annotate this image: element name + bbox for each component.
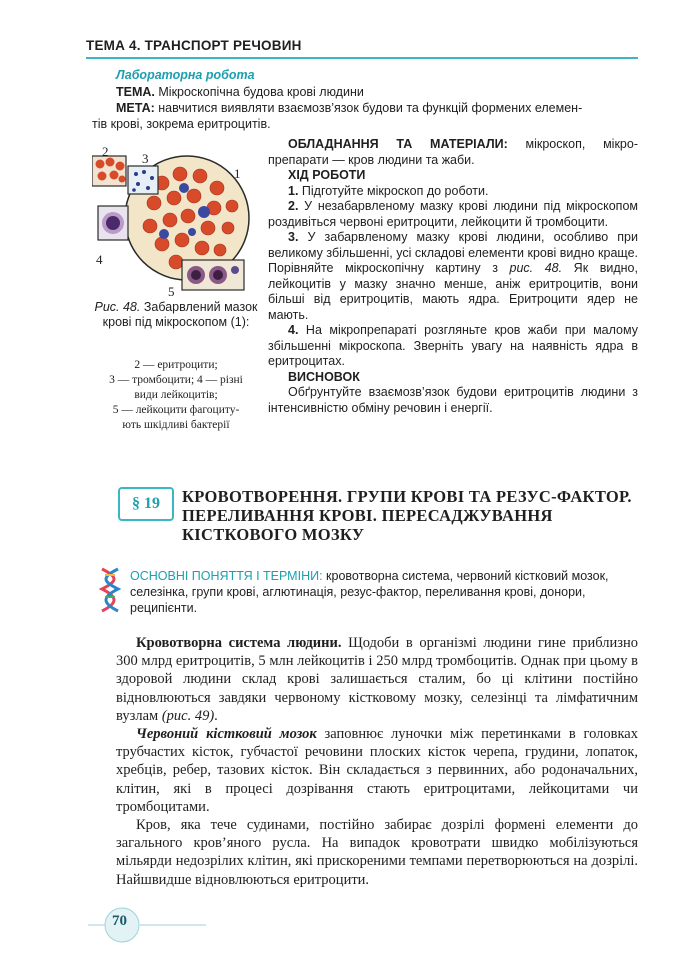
header-rule [86, 57, 638, 59]
body-text [116, 634, 638, 889]
figure-legend-line: 5 — лейкоцити фагоциту- [112, 404, 240, 416]
key-terms-text: кровотворна система, червоний кістковий мозок, селезінка, групи крові, аглютинація, резус-фактор, переливання крові, донори, реципієнти. [130, 569, 609, 615]
body-paragraph-3: Кров, яка тече судинами, постійно забирає дозрілі формені елементи до загального кров’яного русла. На випадок кровотрати швидко мобілізуються мільярди недозрілих клітин, які прискореними темпами перетворюються на дозрілі. Найшвидше відновлюються еритроцити. [116, 817, 638, 888]
section-title-line: КРОВОТВОРЕННЯ. ГРУПИ КРОВІ ТА РЕЗУС-ФАКТОР. [182, 487, 632, 506]
key-terms [130, 568, 640, 616]
step-text: Як видно, лейкоцитів у мазку значно менше, аніж еритроцитів, вони більші від еритроцитів, мають ядра. Еритроцити ядер не мають. [268, 261, 638, 322]
lab-topic [116, 84, 364, 100]
step-text: У незабарвленому мазку крові людини під мікроскопом роздивіться червоні еритроцити, лейкоцити й тромбоцити. [268, 199, 638, 229]
section-title [182, 487, 642, 544]
paragraph-text: Щодоби в організмі людини гине приблизно 300 млрд еритроцитів, 5 млн лейкоцитів і 250 млрд тромбоцитів. Однак при цьому в здоровой людини склад крові залишається сталим, бо ці клітини постійно відновлюються завдяки червоному кістковому мозку, селезінці та лімфатичним вузлам [116, 635, 638, 724]
step-number: 3. [288, 230, 299, 244]
figure-legend-line: види лейкоцитів; [134, 389, 218, 401]
equipment-text: мікроскоп, мікро-препарати — кров людини та жаби. [268, 137, 638, 167]
paragraph-lead: Кровотворна система людини. [136, 635, 342, 651]
key-terms-label: ОСНОВНІ ПОНЯТТЯ І ТЕРМІНИ: [130, 569, 323, 583]
step-text: Підготуйте мікроскоп до роботи. [301, 183, 489, 198]
figure-legend-line: ють шкідливі бактерії [122, 419, 230, 431]
figure-label-5: 5 [168, 284, 175, 299]
lab-goal-text-2: тів крові, зокрема еритроцитів. [92, 117, 271, 131]
conclusion-label: ВИСНОВОК [288, 369, 360, 384]
figure-label-2: 2 [102, 144, 109, 159]
step-number: 1. [288, 183, 299, 198]
figure-legend-line: 2 — еритроцити; [134, 359, 218, 371]
paragraph-end: . [214, 707, 218, 724]
figure-reference: (рис. 49) [161, 707, 215, 724]
figure-label-3: 3 [142, 151, 149, 166]
lab-goal-label: МЕТА: [116, 101, 155, 115]
lab-goal [116, 100, 638, 116]
topic-header: ТЕМА 4. ТРАНСПОРТ РЕЧОВИН [86, 38, 302, 53]
figure-caption-text: Забарвлений мазок крові під мікроскопом (1): [102, 300, 258, 329]
section-number-badge: § 19 [118, 487, 174, 521]
step-text: На мікропрепараті розгляньте кров жаби при малому збільшенні мікроскопа. Зверніть увагу на наявність ядра в еритроцитах. [268, 323, 638, 368]
page-number-decoration [86, 906, 206, 944]
lab-goal-text-1: навчитися виявляти взаємозв’язок будови та функцій формених елемен- [158, 101, 583, 115]
paragraph-text: заповнює луночки між перетинками в головках трубчастих кісток, губчастої речовини плоских кісток черепа, грудини, лопаток, хребців, ребер, тазових кісток. Він складається з первинних, або родоначальних, клітин, які в процесі дозрівання стають еритроцитами, лейкоцитами чи тромбоцитами. [116, 726, 638, 815]
section-title-line: ПЕРЕЛИВАННЯ КРОВІ. ПЕРЕСАДЖУВАННЯ [182, 506, 553, 525]
dna-icon [98, 567, 122, 613]
step-number: 2. [288, 199, 299, 213]
body-paragraph-2 [116, 725, 638, 816]
paragraph-term: Червоний кістковий мозок [136, 726, 317, 743]
procedure-label: ХІД РОБОТИ [288, 168, 366, 182]
figure-legend-line: 3 — тромбоцити; 4 — різні [109, 374, 243, 386]
conclusion-text: Обґрунтуйте взаємозв’язок будови еритроцитів людини з інтенсивністю обміну речовин і енергії. [268, 385, 638, 415]
body-paragraph-1 [116, 634, 638, 725]
step-number: 4. [288, 323, 299, 337]
equipment-paragraph [268, 137, 638, 168]
figure-legend [92, 358, 260, 433]
figure-label-1: 1 [234, 166, 241, 181]
figure-caption-ref: Рис. 48. [94, 300, 141, 314]
equipment-label: ОБЛАДНАННЯ ТА МАТЕРІАЛИ: [288, 137, 508, 151]
lab-procedure [268, 137, 638, 416]
lab-title: Лабораторна робота [116, 68, 255, 82]
figure-caption [92, 300, 260, 330]
figure-reference: рис. 48. [509, 261, 563, 275]
lab-topic-label: ТЕМА. [116, 85, 155, 99]
step-4 [268, 323, 638, 370]
page-number: 70 [112, 913, 127, 929]
step-1 [268, 184, 638, 200]
step-2 [268, 199, 638, 230]
lab-topic-text: Мікроскопічна будова крові людини [158, 85, 364, 99]
figure-label-4: 4 [96, 252, 103, 267]
step-3 [268, 230, 638, 323]
blood-smear-figure [92, 144, 250, 299]
blood-smear-illustration [92, 148, 250, 298]
step-text: У забарвленому мазку крові людини, особливо при великому збільшенні, усі складові елементи крові видно краще. Порівняйте мікроскопічну картину з [268, 230, 638, 275]
section-title-line: КІСТКОВОГО МОЗКУ [182, 525, 365, 544]
